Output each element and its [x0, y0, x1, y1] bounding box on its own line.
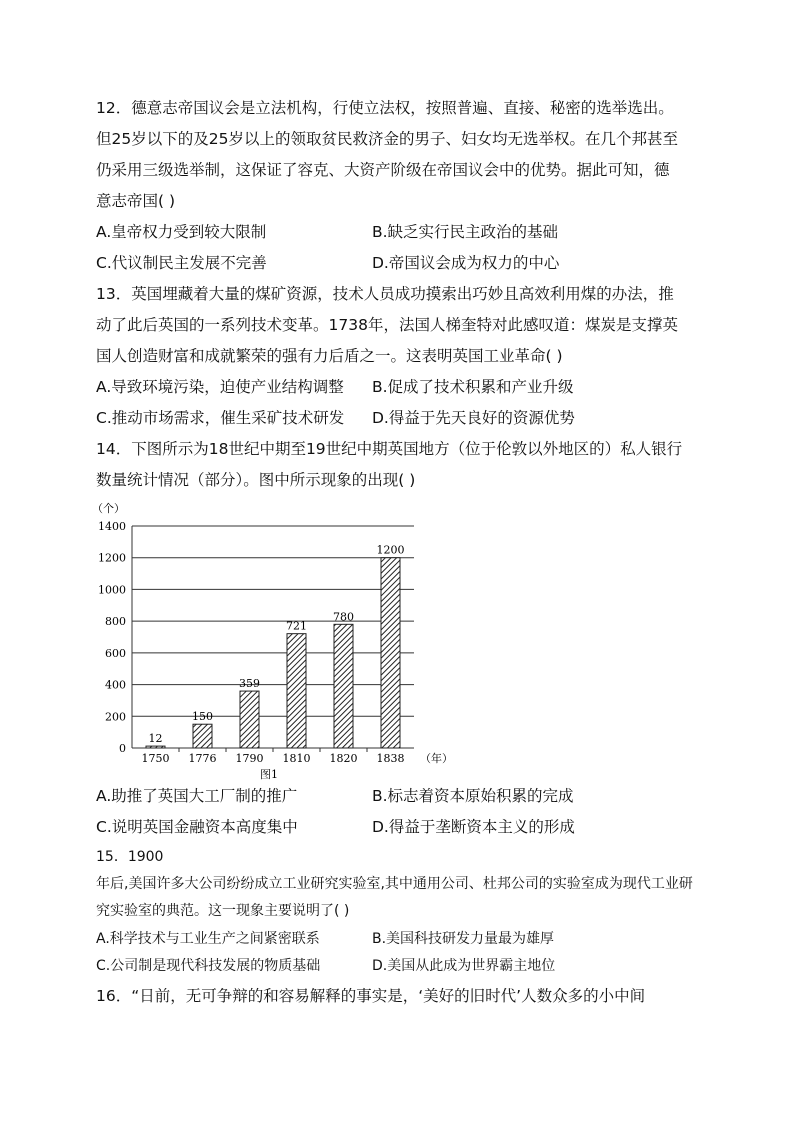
- q14-option-c: C.说明英国金融资本高度集中: [96, 818, 298, 836]
- bar: [287, 634, 306, 748]
- q14-option-d: D.得益于垄断资本主义的形成: [372, 818, 575, 836]
- bar-data-label: 780: [333, 610, 354, 624]
- x-tick-label: 1750: [141, 752, 170, 765]
- bar-data-label: 359: [239, 677, 260, 691]
- q15-option-b: B.美国科技研发力量最为雄厚: [372, 931, 555, 947]
- q14-stem-line-2: 数量统计情况（部分）。图中所示现象的出现( ): [96, 471, 416, 489]
- q13-stem-line-1: 13．英国埋藏着大量的煤矿资源，技术人员成功摸索出巧妙且高效利用煤的办法，推: [96, 285, 674, 303]
- q15-option-d: D.美国从此成为世界霸主地位: [372, 958, 556, 974]
- q12-stem-line-2: 但25岁以下的及25岁以上的领取贫民救济金的男子、妇女均无选举权。在几个邦甚至: [96, 130, 678, 148]
- q12-option-c: C.代议制民主发展不完善: [96, 254, 267, 272]
- bar: [381, 558, 400, 748]
- y-tick-label: 400: [105, 678, 126, 692]
- x-axis-unit-label: （年）: [420, 752, 453, 765]
- q14-option-b: B.标志着资本原始积累的完成: [372, 787, 574, 805]
- y-tick-label: 1000: [98, 583, 126, 597]
- q13-option-a: A.导致环境污染，迫使产业结构调整: [96, 378, 344, 396]
- q14-option-a: A.助推了英国大工厂制的推广: [96, 787, 298, 805]
- chart-caption: 图1: [260, 768, 278, 780]
- q15-number: 15．1900: [96, 849, 164, 865]
- bar-data-label: 721: [286, 619, 307, 633]
- bar-data-label: 12: [148, 732, 163, 746]
- chart-gridlines: [132, 526, 414, 748]
- bar-data-label: 1200: [376, 543, 405, 557]
- y-tick-label: 200: [105, 710, 126, 724]
- x-tick-label: 1776: [188, 752, 217, 765]
- q12-stem-line-3: 仍采用三级选举制，这保证了容克、大资产阶级在帝国议会中的优势。据此可知，德: [96, 161, 670, 179]
- y-axis-ticks: [98, 520, 126, 755]
- bar: [146, 746, 165, 748]
- q12-stem-line-1: 12．德意志帝国议会是立法机构，行使立法权，按照普遍、直接、秘密的选举选出。: [96, 99, 674, 117]
- bar: [193, 724, 212, 748]
- y-axis-unit-label: （个）: [92, 502, 125, 515]
- x-tick-label: 1810: [282, 752, 311, 765]
- q15-option-a: A.科学技术与工业生产之间紧密联系: [96, 931, 320, 947]
- x-tick-label: 1820: [329, 752, 358, 765]
- q13-option-c: C.推动市场需求，催生采矿技术研发: [96, 409, 345, 427]
- q13-stem-line-3: 国人创造财富和成就繁荣的强有力后盾之一。这表明英国工业革命( ): [96, 347, 563, 365]
- bar-data-label: 150: [192, 710, 213, 724]
- x-tick-label: 1790: [235, 752, 264, 765]
- q16-stem-line-1: 16．“日前，无可争辩的和容易解释的事实是，‘美好的旧时代’人数众多的小中间: [96, 987, 646, 1005]
- chart-bars: [146, 544, 405, 748]
- q13-option-d: D.得益于先天良好的资源优势: [372, 409, 575, 427]
- bar: [334, 624, 353, 748]
- y-tick-label: 800: [105, 615, 126, 629]
- y-tick-label: 600: [105, 646, 126, 660]
- bar: [240, 691, 259, 748]
- q15-stem-line-1: 年后,美国许多大公司纷纷成立工业研究实验室,其中通用公司、杜邦公司的实验室成为现代工业研: [96, 876, 693, 892]
- q13-option-b: B.促成了技术积累和产业升级: [372, 378, 574, 396]
- y-tick-label: 1200: [98, 551, 126, 565]
- q12-option-d: D.帝国议会成为权力的中心: [372, 254, 560, 272]
- x-tick-label: 1838: [376, 752, 405, 765]
- q12-option-b: B.缺乏实行民主政治的基础: [372, 223, 559, 241]
- q14-stem-line-1: 14．下图所示为18世纪中期至19世纪中期英国地方（位于伦敦以外地区的）私人银行: [96, 440, 683, 458]
- y-tick-label: 0: [119, 742, 126, 755]
- y-tick-label: 1400: [98, 520, 126, 533]
- q12-option-a: A.皇帝权力受到较大限制: [96, 223, 267, 241]
- q13-stem-line-2: 动了此后英国的一系列技术变革。1738年，法国人梯奎特对此感叹道：煤炭是支撑英: [96, 316, 678, 334]
- q15-option-c: C.公司制是现代科技发展的物质基础: [96, 958, 321, 974]
- bank-count-bar-chart: [86, 500, 456, 780]
- q15-stem-line-2: 究实验室的典范。这一现象主要说明了( ): [96, 903, 350, 919]
- x-axis-ticks: [142, 748, 405, 765]
- q12-stem-line-4: 意志帝国( ): [96, 192, 176, 210]
